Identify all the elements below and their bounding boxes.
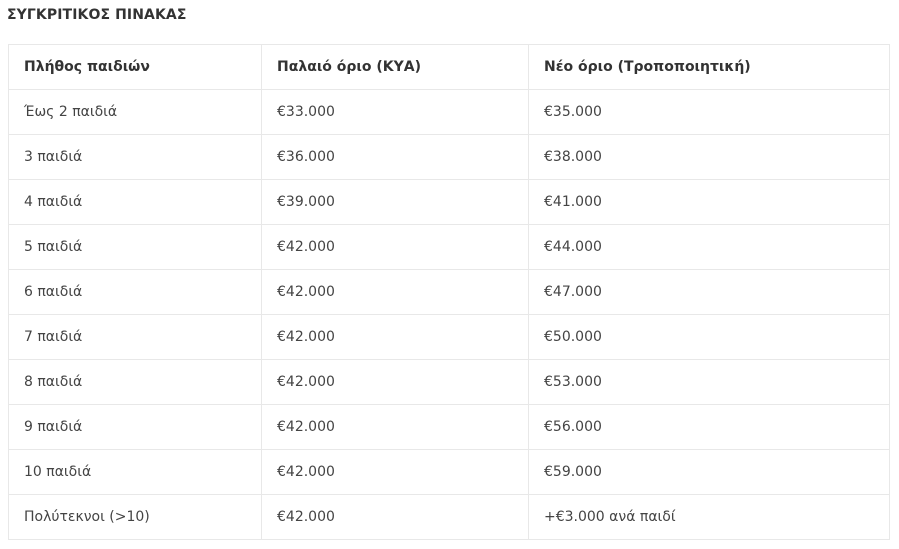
cell-children-count: 7 παιδιά [9,315,262,360]
header-children-count: Πλήθος παιδιών [9,45,262,90]
cell-children-count: 6 παιδιά [9,270,262,315]
cell-old-limit: €42.000 [262,495,529,540]
cell-new-limit: €59.000 [529,450,890,495]
comparison-table [8,44,890,540]
cell-old-limit: €42.000 [262,450,529,495]
table-row [9,315,890,360]
table-row [9,360,890,405]
table-header-row [9,45,890,90]
table-row [9,270,890,315]
cell-new-limit: €38.000 [529,135,890,180]
cell-children-count: 10 παιδιά [9,450,262,495]
cell-old-limit: €42.000 [262,225,529,270]
cell-old-limit: €33.000 [262,90,529,135]
cell-old-limit: €39.000 [262,180,529,225]
header-old-limit: Παλαιό όριο (ΚΥΑ) [262,45,529,90]
cell-new-limit: €44.000 [529,225,890,270]
table-row [9,135,890,180]
table-row [9,90,890,135]
cell-new-limit: €56.000 [529,405,890,450]
cell-children-count: 3 παιδιά [9,135,262,180]
cell-new-limit: €50.000 [529,315,890,360]
cell-old-limit: €36.000 [262,135,529,180]
cell-old-limit: €42.000 [262,315,529,360]
cell-children-count: 8 παιδιά [9,360,262,405]
cell-new-limit: €41.000 [529,180,890,225]
cell-old-limit: €42.000 [262,270,529,315]
cell-old-limit: €42.000 [262,360,529,405]
cell-children-count: 5 παιδιά [9,225,262,270]
header-new-limit: Νέο όριο (Τροποποιητική) [529,45,890,90]
cell-children-count: 4 παιδιά [9,180,262,225]
table-row [9,225,890,270]
cell-new-limit: +€3.000 ανά παιδί [529,495,890,540]
cell-new-limit: €35.000 [529,90,890,135]
table-row [9,495,890,540]
cell-children-count: 9 παιδιά [9,405,262,450]
table-row [9,405,890,450]
cell-new-limit: €47.000 [529,270,890,315]
cell-new-limit: €53.000 [529,360,890,405]
page-title: ΣΥΓΚΡΙΤΙΚΟΣ ΠΙΝΑΚΑΣ [7,7,187,23]
cell-old-limit: €42.000 [262,405,529,450]
cell-children-count: Έως 2 παιδιά [9,90,262,135]
cell-children-count: Πολύτεκνοι (>10) [9,495,262,540]
table-row [9,450,890,495]
table-row [9,180,890,225]
